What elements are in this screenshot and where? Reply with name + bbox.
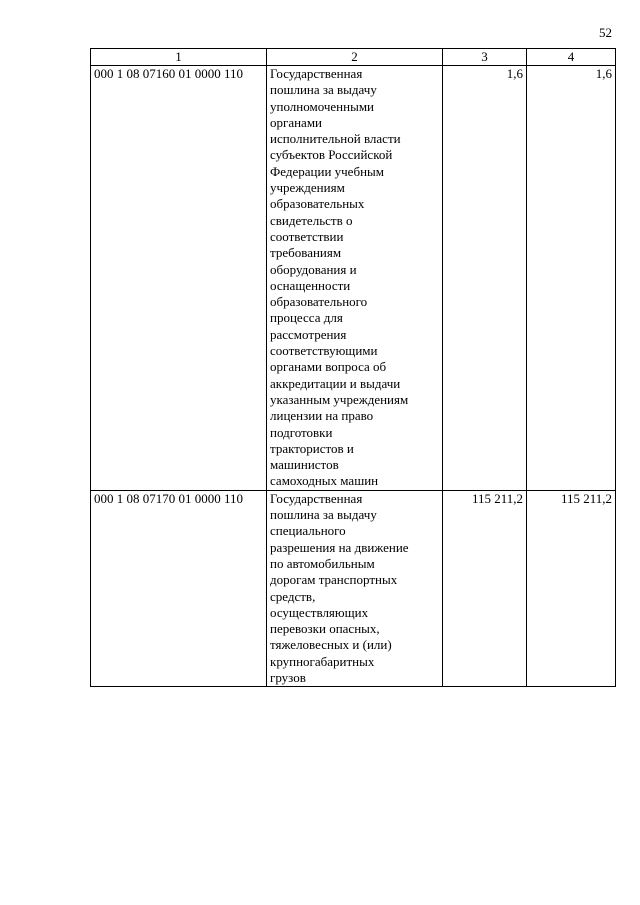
revenue-name-line: машинистов xyxy=(270,457,339,473)
revenue-name-line: лицензии на право xyxy=(270,408,374,424)
column-header-2: 2 xyxy=(267,49,443,66)
amount-col3: 115 211,2 xyxy=(443,490,527,687)
revenue-name xyxy=(267,66,443,491)
amount-col3: 1,6 xyxy=(443,66,527,491)
revenue-name-line: учреждениям xyxy=(270,180,345,196)
revenue-name-line: самоходных машин xyxy=(270,473,379,489)
table-row xyxy=(91,490,616,687)
revenue-name-line: соответствующими xyxy=(270,343,378,359)
revenue-name-line: свидетельств о xyxy=(270,212,353,228)
revenue-name-line: органами вопроса об xyxy=(270,359,387,375)
amount-col4: 1,6 xyxy=(527,66,616,491)
revenue-name-line: специального xyxy=(270,523,346,539)
amount-col4: 115 211,2 xyxy=(527,490,616,687)
revenue-name-line: процесса для xyxy=(270,310,343,326)
revenue-name-line: оснащенности xyxy=(270,277,351,293)
revenue-name-line: перевозки опасных, xyxy=(270,621,380,637)
revenue-name-line: пошлина за выдачу xyxy=(270,82,377,98)
revenue-name-line: по автомобильным xyxy=(270,555,375,571)
column-header-4: 4 xyxy=(527,49,616,66)
revenue-name-line: дорогам транспортных xyxy=(270,572,398,588)
revenue-name-line: требованиям xyxy=(270,245,342,261)
table-header-row xyxy=(91,49,616,66)
revenue-name-line: подготовки xyxy=(270,424,333,440)
revenue-name-line: указанным учреждениям xyxy=(270,391,409,407)
revenue-name-line: Государственная xyxy=(270,490,363,506)
revenue-name-line: Государственная xyxy=(270,66,363,81)
column-header-1: 1 xyxy=(91,49,267,66)
revenue-name-line: образовательных xyxy=(270,196,365,212)
revenue-name-line: соответствии xyxy=(270,228,344,244)
revenue-name-line: органами xyxy=(270,114,323,130)
revenue-name-line: уполномоченными xyxy=(270,98,375,114)
revenue-name-line: аккредитации и выдачи xyxy=(270,375,401,391)
page-number: 52 xyxy=(599,25,612,40)
budget-code: 000 1 08 07170 01 0000 110 xyxy=(91,490,267,687)
revenue-name-line: образовательного xyxy=(270,294,368,310)
revenue-name-line: пошлина за выдачу xyxy=(270,507,377,523)
revenue-name-line: трактористов и xyxy=(270,440,354,456)
column-header-3: 3 xyxy=(443,49,527,66)
revenue-name-line: исполнительной власти xyxy=(270,131,401,147)
table-row xyxy=(91,66,616,491)
revenue-name-line: осуществляющих xyxy=(270,604,369,620)
revenue-name xyxy=(267,490,443,687)
revenue-name-line: оборудования и xyxy=(270,261,357,277)
revenue-name-line: субъектов Российской xyxy=(270,147,393,163)
budget-code: 000 1 08 07160 01 0000 110 xyxy=(91,66,267,491)
revenue-name-line: разрешения на движение xyxy=(270,539,409,555)
revenue-name-line: крупногабаритных xyxy=(270,653,375,669)
revenue-name-line: рассмотрения xyxy=(270,326,347,342)
revenue-name-line: тяжеловесных и (или) xyxy=(270,637,392,653)
revenue-name-line: Федерации учебным xyxy=(270,163,384,179)
budget-table xyxy=(90,48,616,687)
revenue-name-line: грузов xyxy=(270,669,306,685)
revenue-name-line: средств, xyxy=(270,588,316,604)
